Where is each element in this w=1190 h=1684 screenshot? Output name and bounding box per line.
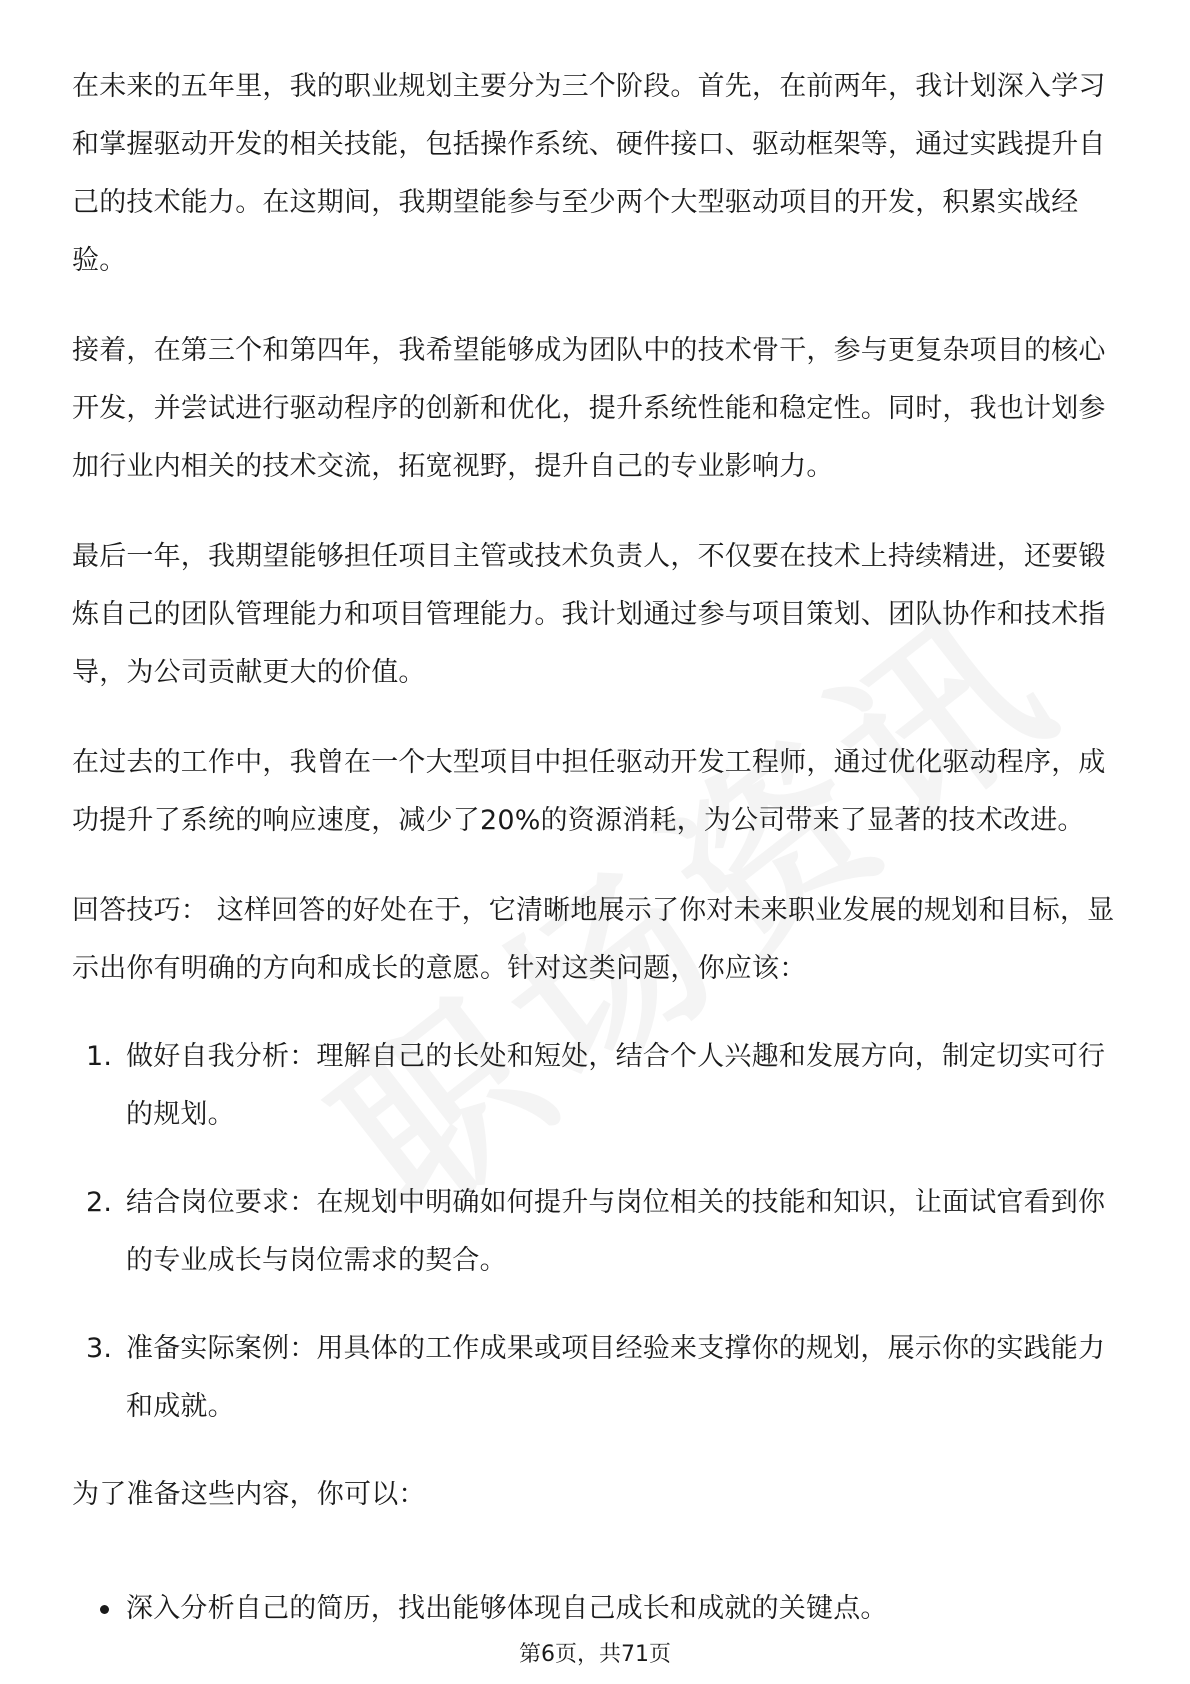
paragraph-past-experience: 在过去的工作中，我曾在一个大型项目中担任驱动开发工程师，通过优化驱动程序，成功提升了系统的响应速度，减少了20%的资源消耗，为公司带来了显著的技术改进。 bbox=[72, 747, 1106, 836]
bullet-list bbox=[72, 1580, 1122, 1638]
list-item-text: 结合岗位要求：在规划中明确如何提升与岗位相关的技能和知识，让面试官看到你的专业成长与岗位需求的契合。 bbox=[126, 1187, 1106, 1276]
bullet-dot-icon bbox=[100, 1605, 109, 1614]
answer-tip: 回答技巧： 这样回答的好处在于，它清晰地展示了你对未来职业发展的规划和目标，显示出你有明确的方向和成长的意愿。针对这类问题，你应该： bbox=[72, 895, 1115, 984]
numbered-list bbox=[72, 1028, 1122, 1436]
list-item bbox=[72, 1028, 1122, 1144]
list-item bbox=[72, 1174, 1122, 1290]
list-number: 1. bbox=[86, 1041, 113, 1072]
list-number: 3. bbox=[86, 1333, 113, 1364]
page-footer: 第6页，共71页 bbox=[519, 1642, 671, 1667]
prep-intro: 为了准备这些内容，你可以： bbox=[72, 1479, 426, 1510]
bullet-item-text: 深入分析自己的简历，找出能够体现自己成长和成就的关键点。 bbox=[126, 1593, 888, 1624]
list-item bbox=[72, 1320, 1122, 1436]
paragraph-plan-final-year: 最后一年，我期望能够担任项目主管或技术负责人，不仅要在技术上持续精进，还要锻炼自己的团队管理能力和项目管理能力。我计划通过参与项目策划、团队协作和技术指导，为公司贡献更大的价值。 bbox=[72, 541, 1106, 688]
list-item-text: 准备实际案例：用具体的工作成果或项目经验来支撑你的规划，展示你的实践能力和成就。 bbox=[126, 1333, 1106, 1422]
paragraph-plan-years-1-2: 在未来的五年里，我的职业规划主要分为三个阶段。首先，在前两年，我计划深入学习和掌握驱动开发的相关技能，包括操作系统、硬件接口、驱动框架等，通过实践提升自己的技术能力。在这期间，我期望能参与至少两个大型驱动项目的开发，积累实战经验。 bbox=[72, 71, 1106, 276]
list-item-text: 做好自我分析：理解自己的长处和短处，结合个人兴趣和发展方向，制定切实可行的规划。 bbox=[126, 1041, 1106, 1130]
paragraph-plan-years-3-4: 接着，在第三个和第四年，我希望能够成为团队中的技术骨干，参与更复杂项目的核心开发，并尝试进行驱动程序的创新和优化，提升系统性能和稳定性。同时，我也计划参加行业内相关的技术交流，拓宽视野，提升自己的专业影响力。 bbox=[72, 335, 1106, 482]
list-number: 2. bbox=[86, 1187, 113, 1218]
bullet-item bbox=[72, 1580, 1122, 1638]
page-content bbox=[72, 58, 1122, 1638]
